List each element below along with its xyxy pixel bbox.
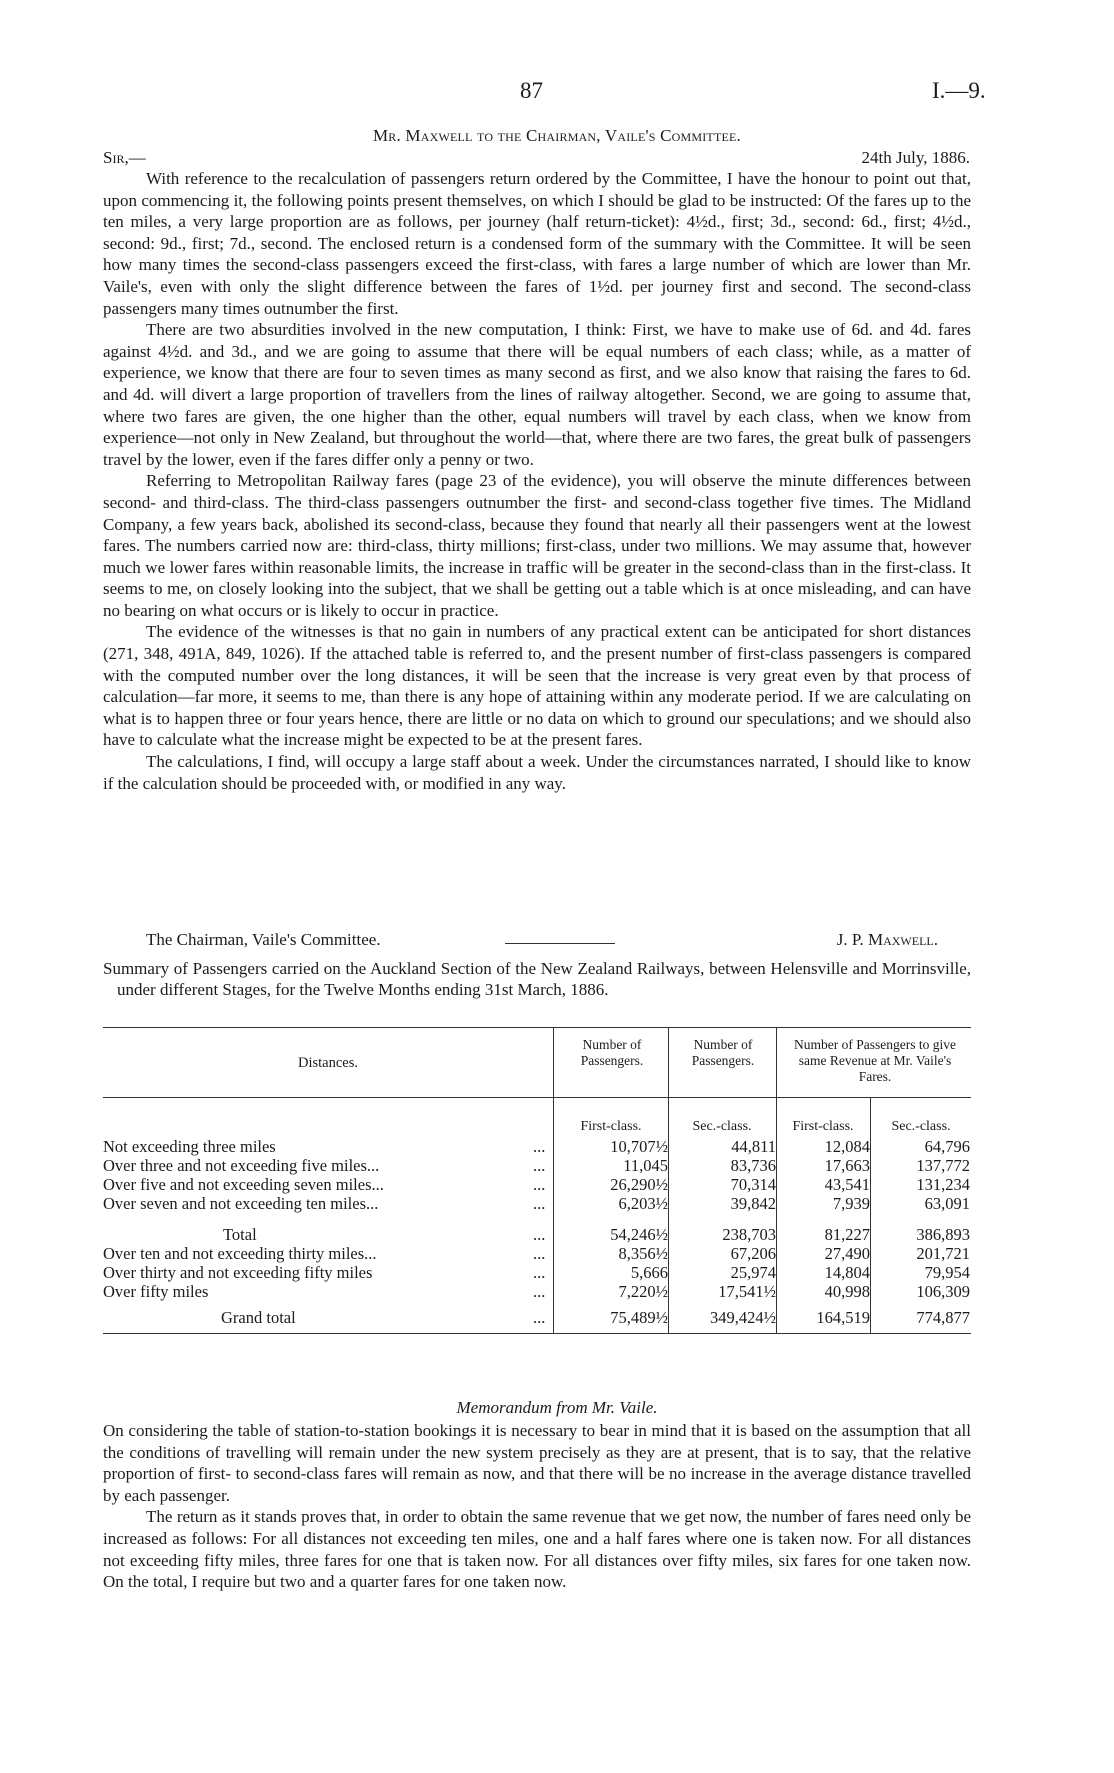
letter-paragraph: Referring to Metropolitan Railway fares (page 23 of the evidence), you will observe the minute differences between second- and third-class. The third-class passengers outnumber the first- and second-class together five times. The Midland Company, a few years back, abolished its second-class, because they found that nearly all their passengers went at the lowest fares. The numbers carried now are: third-class, thirty millions; first-class, under two millions. We may assume that, however much we lower fares within reasonable limits, the increase in traffic will be greater in the second-class than in the first-class. It seems to me, on closely looking into the subject, that we shall be getting out a table which is at once misleading, and can have no bearing on what occurs or is likely to occur in practice. (103, 471, 971, 620)
row-label: Total (223, 1225, 257, 1244)
summary-caption-text: Summary of Passengers carried on the Auckland Section of the New Zealand Railways, between Helensville and Morrinsville, under different Stages, for the Twelve Months ending 31st March, 1886. (103, 959, 971, 999)
table-row-total (103, 1225, 971, 1245)
cell-vaile-first: 43,541 (824, 1175, 870, 1194)
table-row-grand-total (103, 1308, 971, 1328)
cell-vaile-second: 201,721 (916, 1244, 970, 1263)
row-label: Over fifty miles (103, 1282, 209, 1301)
table-row (103, 1137, 971, 1157)
cell-second-class: 70,314 (730, 1175, 776, 1194)
cell-first-class: 75,489½ (610, 1308, 668, 1327)
table-row (103, 1244, 971, 1264)
addressee: The Chairman, Vaile's Committee. (146, 930, 381, 949)
cell-vaile-second: 63,091 (924, 1194, 970, 1213)
section-divider (505, 943, 615, 944)
cell-second-class: 17,541½ (718, 1282, 776, 1301)
cell-vaile-first: 81,227 (824, 1225, 870, 1244)
cell-first-class: 11,045 (623, 1156, 668, 1175)
cell-vaile-second: 774,877 (916, 1308, 970, 1327)
table-row (103, 1263, 971, 1283)
cell-vaile-second: 131,234 (916, 1175, 970, 1194)
cell-vaile-first: 7,939 (832, 1194, 870, 1213)
letter-date: 24th July, 1886. (861, 148, 970, 167)
table-header-rule (103, 1097, 971, 1098)
subheader-second-class: Sec.-class. (692, 1119, 752, 1134)
leader-dots: ... (533, 1156, 546, 1175)
leader-dots: ... (533, 1263, 546, 1282)
header-number-second: Number of Passengers. (691, 1037, 755, 1068)
subheader-second-class: Sec.-class. (891, 1119, 951, 1134)
subheader-first-class: First-class. (792, 1119, 854, 1134)
cell-second-class: 83,736 (730, 1156, 776, 1175)
cell-second-class: 238,703 (722, 1225, 776, 1244)
cell-vaile-first: 14,804 (824, 1263, 870, 1282)
cell-first-class: 10,707½ (610, 1137, 668, 1156)
row-label: Grand total (221, 1308, 296, 1327)
cell-second-class: 44,811 (731, 1137, 776, 1156)
leader-dots: ... (533, 1194, 546, 1213)
table-row (103, 1282, 971, 1302)
document-reference: I.—9. (932, 78, 986, 103)
cell-second-class: 67,206 (730, 1244, 776, 1263)
table-row (103, 1156, 971, 1176)
letter-paragraph: With reference to the recalculation of passengers return ordered by the Committee, I have the honour to point out that, upon commencing it, the following points present themselves, on which I should be glad to be instructed: Of the fares up to the ten miles, a very large proportion are as follows, per journey (half return-ticket): 4½d., first; 3d., second: 6d., first; 4½d., second: 9d., first; 7d., second. The enclosed return is a condensed form of the summary with the Committee. It will be seen how many times the second-class passengers exceed the first-class, with fares a large number of which are lower than Mr. Vaile's, even with only the slight difference between the fares of 1½d. per journey first and second. The second-class passengers many times outnumber the first. (103, 169, 971, 318)
table-bottom-rule (103, 1333, 971, 1334)
cell-vaile-second: 79,954 (924, 1263, 970, 1282)
cell-first-class: 26,290½ (610, 1175, 668, 1194)
leader-dots: ... (533, 1308, 546, 1327)
leader-dots: ... (533, 1175, 546, 1194)
signature: J. P. Maxwell. (836, 930, 938, 949)
cell-vaile-second: 64,796 (924, 1137, 970, 1156)
header-vaile-fares: Number of Passengers to give same Revenue at Mr. Vaile's Fares. (794, 1037, 956, 1084)
cell-vaile-first: 164,519 (816, 1308, 870, 1327)
cell-first-class: 54,246½ (610, 1225, 668, 1244)
leader-dots: ... (533, 1225, 546, 1244)
memorandum-body (103, 1420, 971, 1593)
letter-body (103, 168, 971, 794)
cell-vaile-first: 40,998 (824, 1282, 870, 1301)
letter-heading: Mr. Maxwell to the Chairman, Vaile's Committee. (372, 126, 741, 145)
leader-dots: ... (533, 1282, 546, 1301)
cell-vaile-second: 137,772 (916, 1156, 970, 1175)
memorandum-paragraph: On considering the table of station-to-station bookings it is necessary to bear in mind that it is based on the assumption that all the conditions of travelling will remain under the new system precisely as they are at present, that is to say, that the relative proportion of first- to second-class fares will remain as now, and that there will be no increase in the average distance travelled by each passenger. (103, 1421, 971, 1505)
cell-first-class: 7,220½ (618, 1282, 668, 1301)
letter-paragraph: The calculations, I find, will occupy a large staff about a week. Under the circumstances narrated, I should like to know if the calculation should be proceeded with, or modified in any way. (103, 752, 971, 793)
memorandum-paragraph: The return as it stands proves that, in order to obtain the same revenue that we get now, the number of fares need only be increased as follows: For all distances not exceeding ten miles, one and a half fares where one is taken now. For all distances not exceeding fifty miles, three fares for one that is taken now. For all distances over fifty miles, six fares for one taken now. On the total, I require but two and a quarter fares for one taken now. (103, 1507, 971, 1592)
signature-row (146, 930, 966, 950)
subheader-first-class: First-class. (580, 1119, 642, 1134)
table-row (103, 1175, 971, 1195)
cell-first-class: 6,203½ (618, 1194, 668, 1213)
header-number-first: Number of Passengers. (580, 1037, 644, 1068)
header-distances: Distances. (298, 1055, 358, 1071)
cell-first-class: 5,666 (630, 1263, 668, 1282)
row-label: Not exceeding three miles (103, 1137, 276, 1156)
memorandum-title: Memorandum from Mr. Vaile. (456, 1398, 658, 1417)
cell-first-class: 8,356½ (618, 1244, 668, 1263)
cell-vaile-second: 386,893 (916, 1225, 970, 1244)
cell-second-class: 39,842 (730, 1194, 776, 1213)
cell-vaile-first: 17,663 (824, 1156, 870, 1175)
table-row (103, 1194, 971, 1214)
letter-paragraph: The evidence of the witnesses is that no gain in numbers of any practical extent can be anticipated for short distances (271, 348, 491A, 849, 1026). If the attached table is referred to, and the present number of first-class passengers is compared with the computed number over the long distances, it will be seen that the increase is very great even by that process of calculation—far more, it seems to me, than there is any hope of attaining within any moderate period. If we are calculating on what is to happen three or four years hence, there are little or no data on which to ground our speculations; and we should also have to calculate what the increase might be expected to be at the present fares. (103, 622, 971, 750)
leader-dots: ... (533, 1137, 546, 1156)
page-number: 87 (520, 78, 543, 103)
row-label: Over thirty and not exceeding fifty miles (103, 1263, 373, 1282)
row-label: Over five and not exceeding seven miles... (103, 1175, 384, 1194)
letter-paragraph: There are two absurdities involved in the new computation, I think: First, we have to make use of 6d. and 4d. fares against 4½d. and 3d., and we are going to assume that there will be equal numbers of each class; while, as a matter of experience, we know that there are four to seven times as many second as first, and we also know that raising the fares to 6d. and 4d. will divert a large proportion of travellers from the lines of railway altogether. Second, we are going to assume that, where two fares are given, the one higher than the other, equal numbers will travel by each class, when we know from experience—not only in New Zealand, but throughout the world—that, where there are two fares, the great bulk of passengers travel by the lower, even if the fares differ only a penny or two. (103, 320, 971, 469)
row-label: Over ten and not exceeding thirty miles... (103, 1244, 377, 1263)
summary-caption (103, 958, 971, 1000)
cell-vaile-first: 27,490 (824, 1244, 870, 1263)
cell-second-class: 349,424½ (710, 1308, 776, 1327)
row-label: Over three and not exceeding five miles... (103, 1156, 380, 1175)
row-label: Over seven and not exceeding ten miles... (103, 1194, 379, 1213)
cell-vaile-first: 12,084 (824, 1137, 870, 1156)
leader-dots: ... (533, 1244, 546, 1263)
cell-vaile-second: 106,309 (916, 1282, 970, 1301)
table-top-rule (103, 1027, 971, 1028)
cell-second-class: 25,974 (730, 1263, 776, 1282)
salutation: Sir,— (103, 148, 146, 167)
